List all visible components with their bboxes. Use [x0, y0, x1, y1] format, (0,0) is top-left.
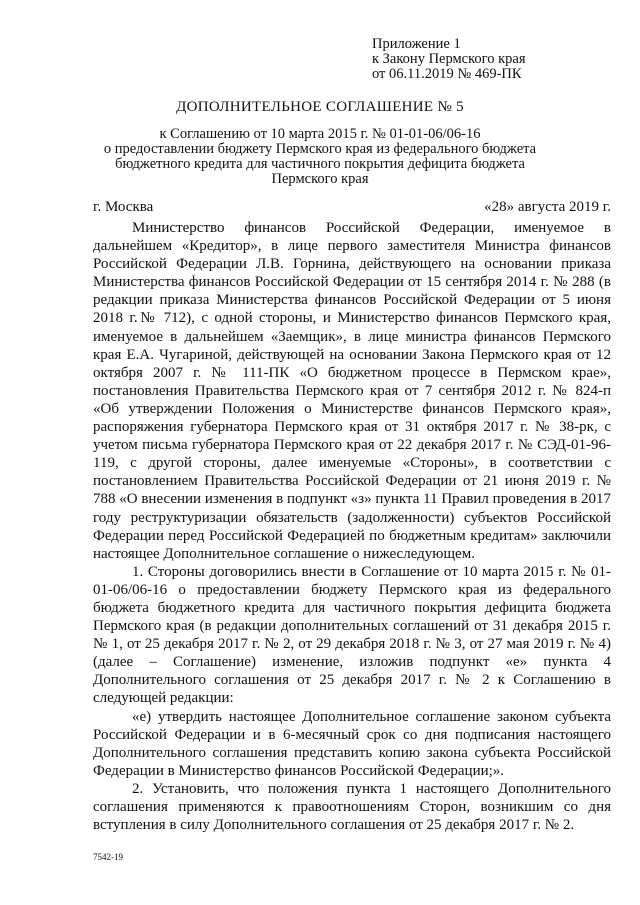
appendix-line-2: к Закону Пермского края	[372, 51, 526, 67]
place-date-row	[93, 199, 611, 216]
subtitle-line-2: о предоставлении бюджету Пермского края из федерального бюджета	[103, 141, 537, 157]
paragraph-item-1: 1. Стороны договорились внести в Соглашение от 10 марта 2015 г. № 01-01-06/06-16 о предоставлении бюджету Пермского края из федерального бюджета бюджетного кредита для частичного покрытия дефицита бюджета Пермского края (в редакции дополнительных соглашений от 31 декабря 2015 г. № 1, от 25 декабря 2017 г. № 2, от 29 декабря 2018 г. № 3, от 27 мая 2019 г. № 4) (далее – Соглашение) изменение, изложив подпункт «е» пункта 4 Дополнительного соглашения от 25 декабря 2017 г. № 2 к Соглашению в следующей редакции:	[93, 563, 611, 707]
place: г. Москва	[93, 199, 154, 215]
appendix-header	[372, 37, 526, 82]
subtitle-line-1: к Соглашению от 10 марта 2015 г. № 01-01-06/06-16	[159, 126, 481, 142]
paragraph-quote: «е) утвердить настоящее Дополнительное соглашение законом субъекта Российской Федерации и в 6-месячный срок со дня подписания настоящего Дополнительного соглашения представить копию закона субъекта Российской Федерации в Министерство финансов Российской Федерации;».	[93, 708, 611, 779]
paragraph-item-2: 2. Установить, что положения пункта 1 настоящего Дополнительного соглашения применяются к правоотношениям Сторон, возникшим со дня вступления в силу Дополнительного соглашения от 25 декабря 2017 г. № 2.	[93, 780, 611, 834]
document-title: ДОПОЛНИТЕЛЬНОЕ СОГЛАШЕНИЕ № 5	[176, 99, 464, 115]
footer-document-code: 7542-19	[93, 852, 123, 862]
paragraph-intro: Министерство финансов Российской Федерации, именуемое в дальнейшем «Кредитор», в лице первого заместителя Министра финансов Российской Федерации Л.В. Горнина, действующего на основании приказа Министерства финансов Российской Федерации от 15 сентября 2014 г. № 288 (в редакции приказа Министерства финансов Российской Федерации от 5 июня 2018 г.№ 712), с одной стороны, и Министерство финансов Пермского края, именуемое в дальнейшем «Заемщик», в лице министра финансов Пермского края Е.А. Чугариной, действующей на основании Закона Пермского края от 12 октября 2007 г. № 111-ПК «О бюджетном процессе в Пермском крае», постановления Правительства Пермского края от 7 сентября 2012 г. № 824-п «Об утверждении Положения о Министерстве финансов Пермского края», распоряжения губернатора Пермского края от 31 октября 2017 г. № 38-рк, с учетом письма губернатора Пермского края от 22 декабря 2017 г. № СЭД-01-96-119, с другой стороны, далее именуемые «Стороны», в соответствии с постановлением Правительства Российской Федерации от 21 июня 2019 г. № 788 «О внесении изменения в подпункт «з» пункта 11 Правил проведения в 2017 году реструктуризации обязательств (задолженности) субъектов Российской Федерации перед Российской Федерацией по бюджетным кредитам» заключили настоящее Дополнительное соглашение о нижеследующем.	[93, 220, 611, 562]
document-subtitle	[0, 127, 640, 187]
subtitle-line-4: Пермского края	[271, 171, 369, 187]
document-body	[93, 219, 611, 834]
subtitle-line-3: бюджетного кредита для частичного покрытия дефицита бюджета	[115, 156, 525, 172]
date: «28» августа 2019 г.	[484, 199, 611, 215]
appendix-line-1: Приложение 1	[372, 36, 461, 52]
appendix-line-3: от 06.11.2019 № 469-ПК	[372, 66, 522, 82]
